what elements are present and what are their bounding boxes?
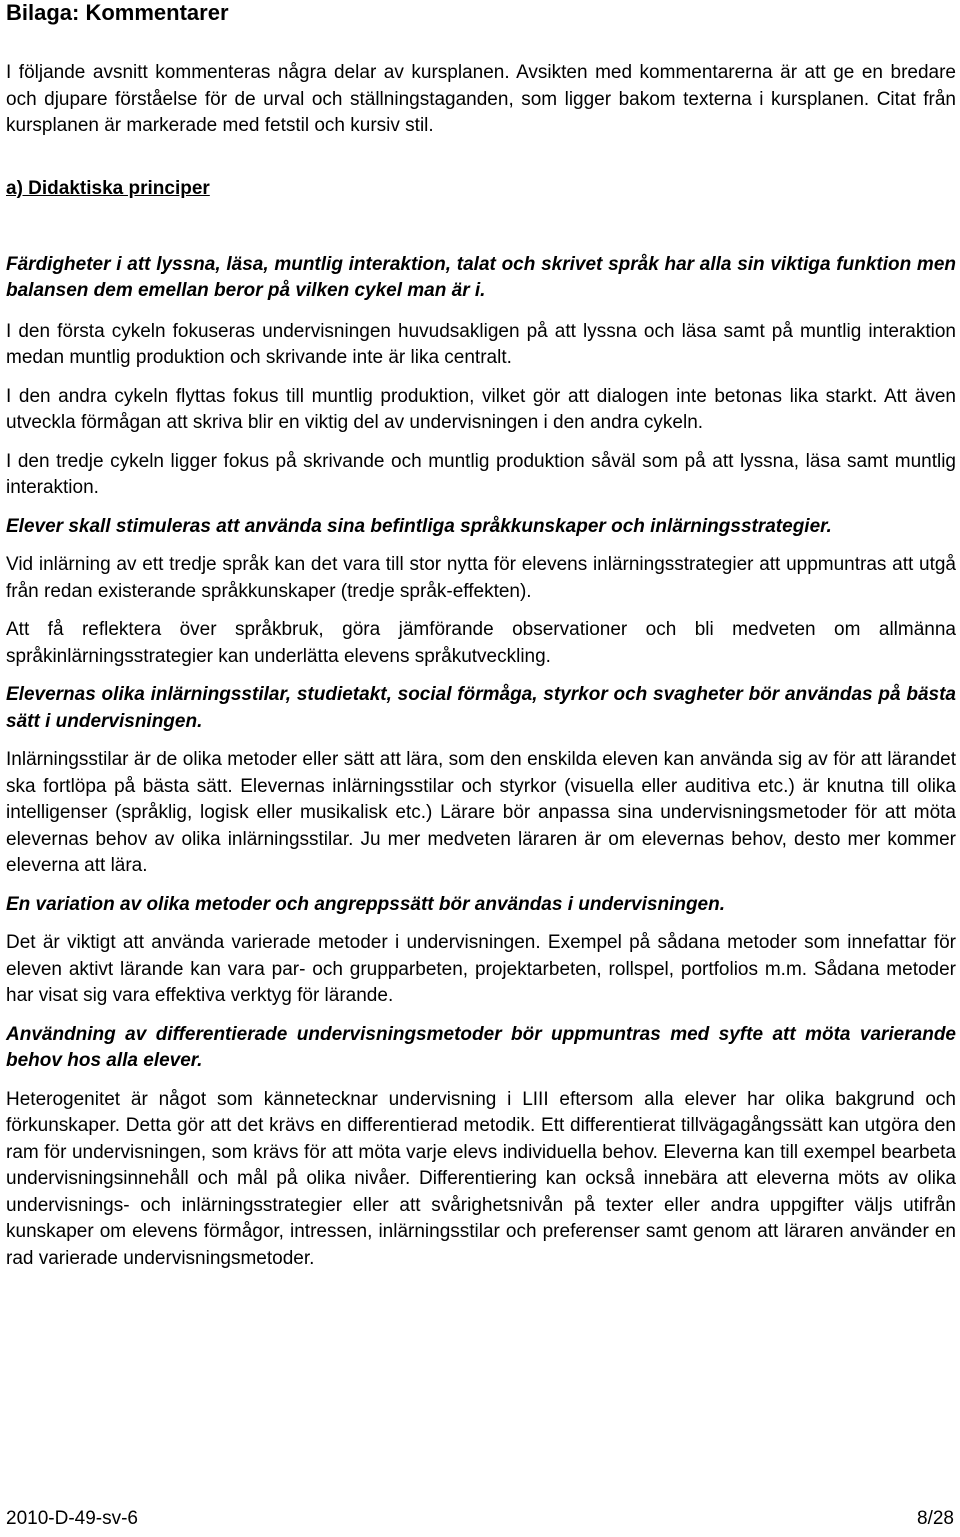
paragraph-learning-styles: Inlärningsstilar är de olika metoder eller sätt att lära, som den enskilda eleven kan använda sig av för att lärandet ska fortlöpa på bästa sätt. Elevernas inlärningsstilar och styrkor (visuella eller auditiva etc.) är knutna till olika intelligenser (språklig, logisk eller musikalisk etc.) Lärare bör anpassa sina undervisningsmetoder för att möta elevernas behov av olika inlärningsstilar. Ju mer medveten läraren är om elevernas behov, desto mer kommer eleverna att lära. <box>6 749 956 876</box>
quote-differentiated: Användning av differentierade undervisningsmetoder bör uppmuntras med syfte att möta varierande behov hos alla elever. <box>6 1023 956 1071</box>
footer-page-number: 8/28 <box>917 1508 954 1529</box>
quote-variation: En variation av olika metoder och angreppssätt bör användas i undervisningen. <box>6 893 726 915</box>
quote-skills: Färdigheter i att lyssna, läsa, muntlig interaktion, talat och skrivet språk har alla sin viktiga funktion men balansen dem emellan beror på vilken cykel man är i. <box>6 253 956 301</box>
footer-doc-id: 2010-D-49-sv-6 <box>6 1508 138 1529</box>
paragraph-first-cycle: I den första cykeln fokuseras undervisningen huvudsakligen på att lyssna och läsa samt på muntlig interaktion medan muntlig produktion och skrivande inte är lika centralt. <box>6 320 956 368</box>
paragraph-second-cycle: I den andra cykeln flyttas fokus till muntlig produktion, vilket gör att dialogen inte betonas lika starkt. Att även utveckla förmågan att skriva blir en viktig del av undervisningen i den andra cykeln. <box>6 385 956 433</box>
page-title: Bilaga: Kommentarer <box>6 0 229 25</box>
quote-stimulate: Elever skall stimuleras att använda sina befintliga språkkunskaper och inlärningsstrategier. <box>6 515 832 537</box>
paragraph-heterogeneity: Heterogenitet är något som kännetecknar undervisning i LIII eftersom alla elever har olika bakgrund och förkunskaper. Detta gör att det krävs en differentierad metodik. Ett differentierat tillvägagångssätt kan utgöra den ram för undervisningen, som krävs för att möta varje elevs individuella behov. Eleverna kan till exempel bearbeta undervisningsinnehåll och mål på olika nivåer. Differentiering kan också innebära att eleverna möts av olika undervisnings- och inlärningsstrategier eller att svårighetsnivån på texter eller andra uppgifter väljs utifrån kunskaper om elevens förmågor, intressen, inlärningsstilar och preferenser samt genom att läraren använder en rad varierade undervisningsmetoder. <box>6 1088 956 1269</box>
paragraph-third-cycle: I den tredje cykeln ligger fokus på skrivande och muntlig produktion såväl som på att lyssna, läsa samt muntlig interaktion. <box>6 450 956 498</box>
paragraph-methods: Det är viktigt att använda varierade metoder i undervisningen. Exempel på sådana metoder som innefattar för eleven aktivt lärande kan vara par- och grupparbeten, projektarbeten, rollspel, portfolios m.m. Sådana metoder har visat sig vara effektiva verktyg för lärande. <box>6 932 956 1006</box>
paragraph-third-language: Vid inlärning av ett tredje språk kan det vara till stor nytta för elevens inlärningsstrategier att uppmuntras att utgå från redan existerande språkkunskaper (tredje språk-effekten). <box>6 554 956 602</box>
intro-paragraph: I följande avsnitt kommenteras några delar av kursplanen. Avsikten med kommentarerna är att ge en bredare och djupare förståelse för de urval och ställningstaganden, som ligger bakom texterna i kursplanen. Citat från kursplanen är markerade med fetstil och kursiv stil. <box>6 62 956 136</box>
quote-learning-styles: Elevernas olika inlärningsstilar, studietakt, social förmåga, styrkor och svagheter bör användas på bästa sätt i undervisningen. <box>6 684 956 732</box>
section-heading: a) Didaktiska principer <box>6 177 210 199</box>
document-page <box>6 0 956 1272</box>
paragraph-reflect: Att få reflektera över språkbruk, göra jämförande observationer och bli medveten om allmänna språkinlärningsstrategier kan underlätta elevens språkutveckling. <box>6 619 956 667</box>
